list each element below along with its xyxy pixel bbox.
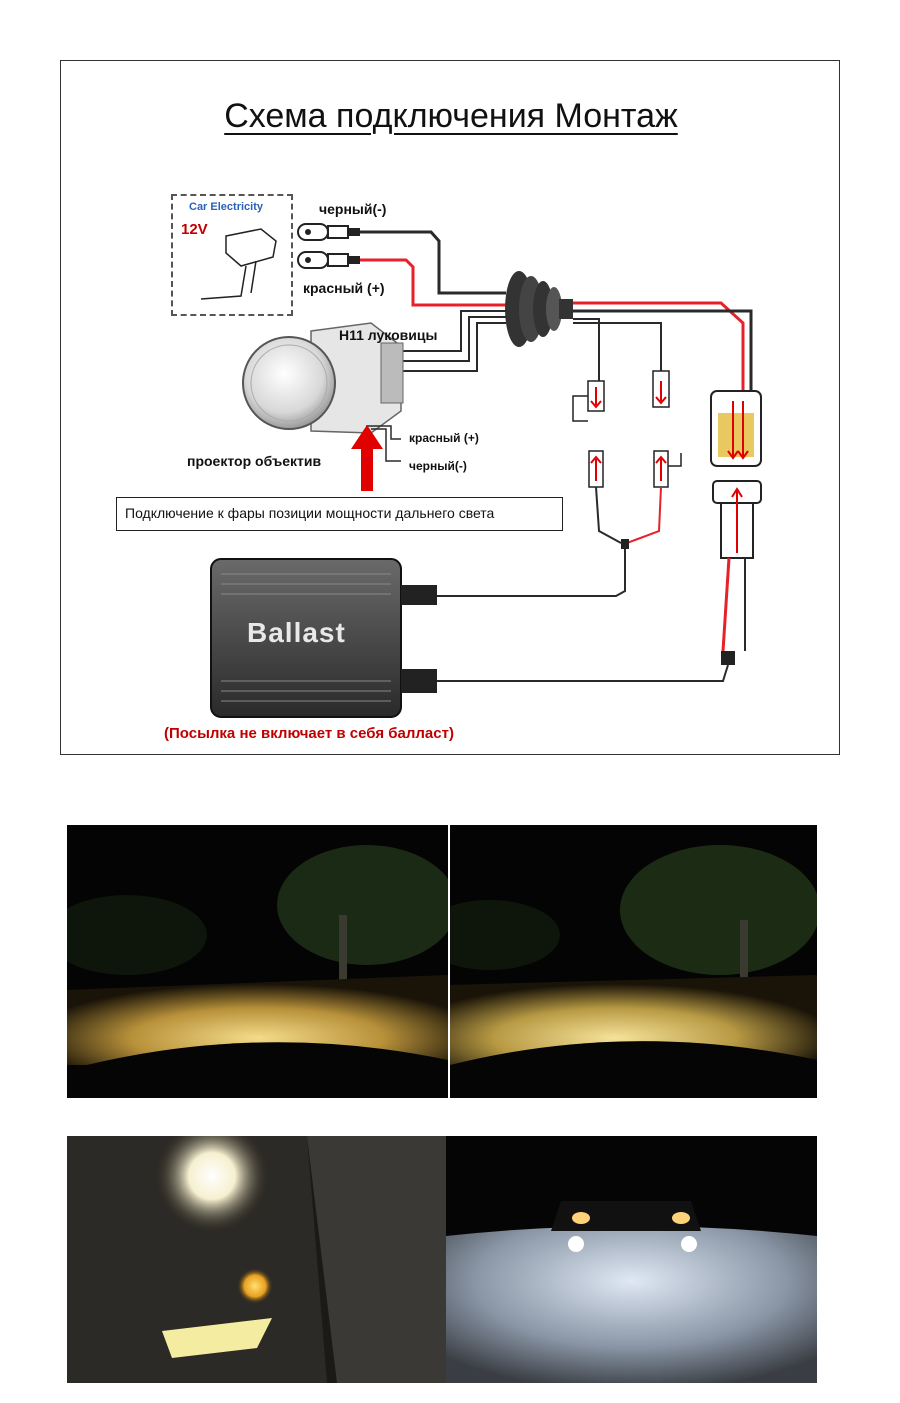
h11-plug-drawing (713, 481, 761, 558)
high-beam-note: Подключение к фары позиции мощности дальнего света (125, 505, 495, 521)
small-red-plus-label: красный (+) (409, 431, 479, 445)
rubber-grommet (505, 271, 573, 347)
road-photo-left (67, 825, 448, 1098)
diagram-title: Схема подключения Монтаж (224, 97, 678, 135)
voltage-label: 12V (181, 221, 208, 238)
spade-connector-top-left (573, 381, 604, 421)
small-black-minus-label: черный(-) (409, 459, 467, 473)
car-electricity-label: Car Electricity (189, 201, 263, 213)
car-front-photo (446, 1136, 817, 1383)
projector-lens-label: проектор объектив (187, 453, 322, 469)
h11-socket-drawing (711, 391, 761, 466)
red-arrow (351, 425, 383, 491)
red-terminal (298, 252, 360, 268)
black-minus-label: черный(-) (319, 201, 387, 217)
black-terminal (298, 224, 360, 240)
ballast-label: Ballast (247, 617, 346, 648)
closeup-photo (67, 1136, 448, 1383)
package-note: (Посылка не включает в себя балласт) (164, 725, 454, 742)
road-photo-right (450, 825, 817, 1098)
spade-connector-bottom-right (654, 451, 681, 487)
high-beam-note-box (116, 497, 563, 531)
spade-connector-top-right (653, 371, 669, 407)
red-plus-label: красный (+) (303, 280, 385, 296)
spade-connector-bottom-left (589, 451, 603, 487)
wiring-diagram-panel (60, 60, 840, 755)
wiring-diagram-drawing (61, 61, 841, 756)
h11-bulbs-label: H11 луковицы (339, 327, 438, 343)
